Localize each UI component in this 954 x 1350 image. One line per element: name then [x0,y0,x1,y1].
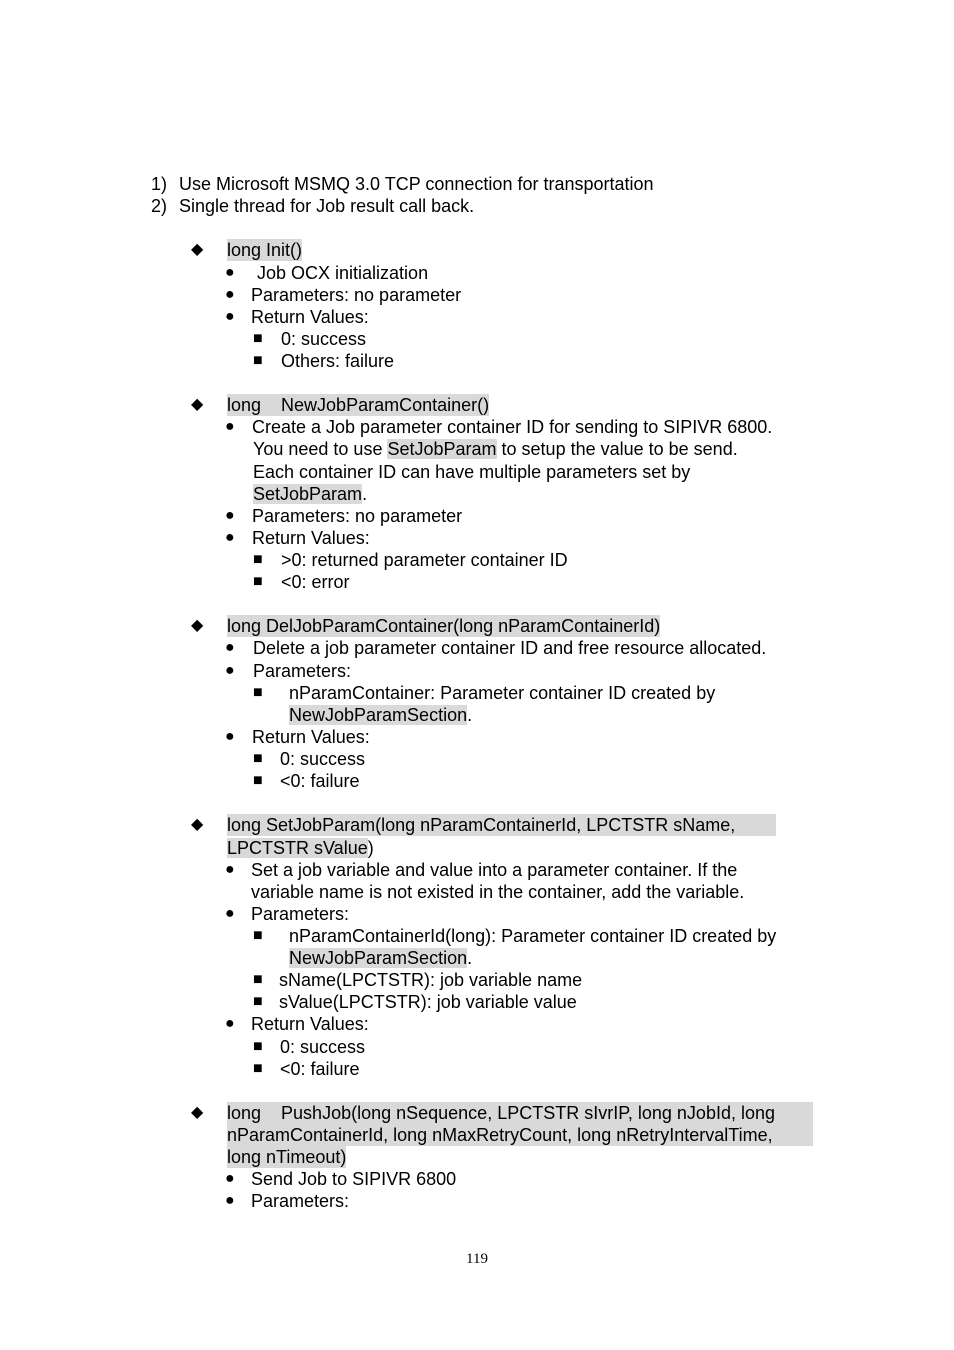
function-description: Set a job variable and value into a parameter container. If the [251,860,738,880]
function-description-line [253,438,738,460]
parameter-description: nParamContainer: Parameter container ID created by [289,683,716,703]
circle-bullet-icon: ● [225,662,235,679]
function-signature-line: nParamContainerId, long nMaxRetryCount, long nRetryIntervalTime, [227,1124,813,1146]
square-bullet-icon: ■ [253,573,263,590]
diamond-bullet-icon: ◆ [191,816,204,833]
circle-bullet-icon: ● [225,639,235,656]
square-bullet-icon: ■ [253,684,263,701]
circle-bullet-icon: ● [225,264,235,281]
return-values-label: Return Values: [251,307,369,327]
function-description: Job OCX initialization [257,263,429,283]
list-number: 2) [151,196,168,216]
parameter-description-line [289,947,472,969]
parameter-description-line [289,704,472,726]
intro-item: Use Microsoft MSMQ 3.0 TCP connection for transportation [179,174,654,194]
function-signature: long NewJobParamContainer() [227,395,490,415]
circle-bullet-icon: ● [225,418,235,435]
square-bullet-icon: ■ [253,1060,263,1077]
function-description: Create a Job parameter container ID for sending to SIPIVR 6800. [252,417,773,437]
function-signature: long SetJobParam(long nParamContainerId, LPCTSTR sName, [227,814,776,836]
return-value: Others: failure [281,351,395,371]
page-number: 119 [466,1251,488,1267]
parameters-label: Parameters: no parameter [251,285,462,305]
function-signature: long DelJobParamContainer(long nParamContainerId) [227,616,661,636]
desc-text: . [362,484,368,504]
square-bullet-icon: ■ [253,927,263,944]
code-reference: SetJobParam [387,439,497,459]
square-bullet-icon: ■ [253,750,263,767]
diamond-bullet-icon: ◆ [191,241,204,258]
function-description-line [253,483,367,505]
return-value: >0: returned parameter container ID [281,550,568,570]
diamond-bullet-icon: ◆ [191,1104,204,1121]
function-signature-line: long nTimeout) [227,1147,347,1167]
return-value: 0: success [281,329,367,349]
circle-bullet-icon: ● [225,286,235,303]
return-value: <0: failure [280,771,360,791]
function-signature: long PushJob(long nSequence, LPCTSTR sIvrIP, long nJobId, long [227,1102,813,1124]
function-signature-text: LPCTSTR sValue [227,838,368,858]
diamond-bullet-icon: ◆ [191,617,204,634]
square-bullet-icon: ■ [253,352,263,369]
circle-bullet-icon: ● [225,728,235,745]
square-bullet-icon: ■ [253,1038,263,1055]
return-value: <0: failure [280,1059,360,1079]
circle-bullet-icon: ● [225,905,235,922]
return-value: 0: success [280,1037,366,1057]
function-signature-text: ) [367,838,374,858]
desc-text: You need to use [253,439,388,459]
function-description: Send Job to SIPIVR 6800 [251,1169,457,1189]
parameter-description: nParamContainerId(long): Parameter container ID created by [289,926,777,946]
circle-bullet-icon: ● [225,861,235,878]
function-signature: long Init() [227,240,303,260]
return-value: 0: success [280,749,366,769]
parameter-description: sName(LPCTSTR): job variable name [279,970,583,990]
code-reference: SetJobParam [253,484,363,504]
desc-text: . [467,705,473,725]
square-bullet-icon: ■ [253,993,263,1010]
desc-text: to setup the value to be send. [496,439,738,459]
function-signature-line [227,837,374,859]
circle-bullet-icon: ● [225,507,235,524]
circle-bullet-icon: ● [225,529,235,546]
return-value: <0: error [281,572,350,592]
intro-item: Single thread for Job result call back. [179,196,475,216]
parameters-label: Parameters: [251,904,350,924]
parameter-description: sValue(LPCTSTR): job variable value [279,992,577,1012]
parameters-label: Parameters: [251,1191,350,1211]
square-bullet-icon: ■ [253,330,263,347]
function-description-line: Each container ID can have multiple parameters set by [253,462,691,482]
desc-text: . [467,948,473,968]
square-bullet-icon: ■ [253,971,263,988]
square-bullet-icon: ■ [253,551,263,568]
circle-bullet-icon: ● [225,1170,235,1187]
code-reference: NewJobParamSection [289,948,468,968]
circle-bullet-icon: ● [225,1192,235,1209]
function-description-line: variable name is not existed in the container, add the variable. [251,882,745,902]
return-values-label: Return Values: [252,528,370,548]
return-values-label: Return Values: [251,1014,369,1034]
square-bullet-icon: ■ [253,772,263,789]
parameters-label: Parameters: no parameter [252,506,463,526]
code-reference: NewJobParamSection [289,705,468,725]
diamond-bullet-icon: ◆ [191,396,204,413]
circle-bullet-icon: ● [225,308,235,325]
function-description: Delete a job parameter container ID and free resource allocated. [253,638,767,658]
parameters-label: Parameters: [253,661,352,681]
circle-bullet-icon: ● [225,1015,235,1032]
list-number: 1) [151,174,168,194]
return-values-label: Return Values: [252,727,370,747]
